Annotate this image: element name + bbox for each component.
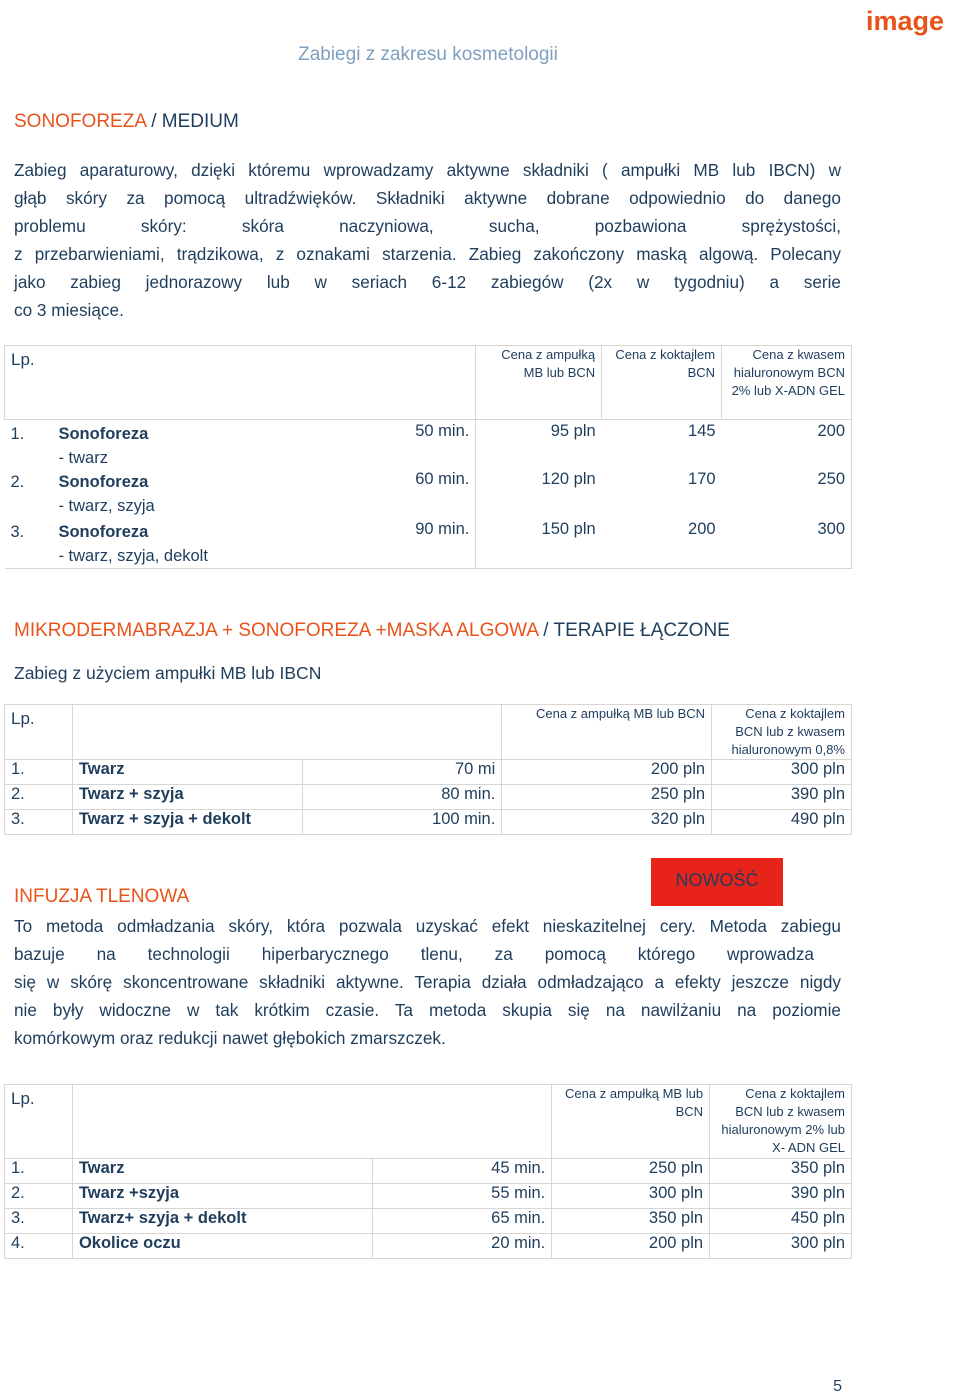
paragraph-line: jako zabieg jednorazowy lub w seriach 6-12 zabiegów (2x w tygodniu) a serie [14,272,841,292]
row-number: 3. [5,810,73,835]
table-row [5,470,852,520]
paragraph-line: z przebarwieniami, trądzikowa, z oznakami starzenia. Zabieg zakończony maską algową. Polecany [14,244,841,264]
duration: 100 min. [302,810,502,835]
duration: 55 min. [372,1184,552,1209]
row-number: 2. [10,473,25,491]
price-koktajl: 145 [688,422,716,440]
price-koktajl: 350 pln [710,1159,852,1184]
paragraph-line: co 3 miesiące. [14,300,124,320]
table-row [5,760,852,785]
price-header-kwas: Cena z kwasem hialuronowym BCN 2% lub X-ADN GEL [722,346,852,420]
table-header-row [5,705,852,760]
section-title-suffix: / TERAPIE ŁĄCZONE [538,620,730,641]
price-kwas: 200 [722,420,852,471]
treatment-name: Twarz+ szyja + dekolt [72,1209,372,1234]
section-title-suffix: / MEDIUM [145,111,239,132]
table-row [5,810,852,835]
duration: 60 min. [372,470,476,520]
lp-header: Lp. [5,1085,73,1159]
treatment-name: Twarz + szyja + dekolt [72,810,302,835]
treatment-name: Twarz [72,1159,372,1184]
duration: 70 mi [302,760,502,785]
duration: 65 min. [372,1209,552,1234]
duration: 45 min. [372,1159,552,1184]
infuzja-price-table [4,1084,852,1259]
svg-text:image: image [866,6,945,36]
infuzja-description [14,912,841,1052]
duration: 50 min. [372,420,476,471]
price-koktajl: 390 pln [710,1184,852,1209]
price-ampulka: 200 pln [552,1234,710,1259]
table-row [5,520,852,569]
table-row [5,785,852,810]
row-number: 1. [5,760,73,785]
treatment-area: - twarz, szyja, dekolt [58,547,208,565]
price-header-ampulka: Cena z ampułką MB lub BCN [552,1085,710,1159]
table-header-row [5,346,852,420]
treatment-name: Twarz +szyja [72,1184,372,1209]
sonoforeza-section-title [14,111,239,133]
table-row [5,1159,852,1184]
price-ampulka: 95 pln [550,422,596,440]
row-number: 2. [5,785,73,810]
treatment-area: - twarz, szyja [58,497,155,515]
table-row [5,1184,852,1209]
price-kwas: 300 [722,520,852,569]
treatment-name: Twarz [72,760,302,785]
paragraph-line: się w skórę skoncentrowane składniki aktywne. Terapia działa odmładzająco a efekty jeszcze nigdy [14,972,841,992]
price-ampulka: 200 pln [502,760,712,785]
paragraph-line: głąb skóry za pomocą ultradźwięków. Składniki aktywne dobrane odpowiednio do danego [14,188,841,208]
treatment-name: Sonoforeza [58,523,149,541]
price-header-koktajl: Cena z koktajlem BCN lub z kwasem hialuronowym 2% lub X- ADN GEL [710,1085,852,1159]
treatment-area: - twarz [58,449,108,467]
price-ampulka: 250 pln [552,1159,710,1184]
duration: 90 min. [372,520,476,569]
paragraph-line: To metoda odmładzania skóry, która pozwala uzyskać efekt nieskazitelnej cery. Metoda zabiegu [14,916,841,936]
duration: 80 min. [302,785,502,810]
sonoforeza-price-table [4,345,852,569]
table-row [5,1209,852,1234]
terapie-laczone-price-table [4,704,852,835]
price-ampulka: 250 pln [502,785,712,810]
new-badge: NOWOŚĆ [651,858,783,906]
table-header-row [5,1085,852,1159]
price-ampulka: 350 pln [552,1209,710,1234]
treatment-name: Sonoforeza [58,473,149,491]
image-logo [864,4,950,40]
section-subtitle: Zabieg z użyciem ampułki MB lub IBCN [14,663,322,683]
price-ampulka: 150 pln [476,520,602,569]
row-number: 3. [5,520,53,569]
price-ampulka: 300 pln [552,1184,710,1209]
lp-header: Lp. [5,346,53,420]
price-ampulka: 120 pln [541,470,596,488]
price-koktajl: 300 pln [712,760,852,785]
row-number: 4. [5,1234,73,1259]
price-koktajl: 490 pln [712,810,852,835]
treatment-name: Okolice oczu [72,1234,372,1259]
price-ampulka: 320 pln [502,810,712,835]
treatment-name: Sonoforeza [58,425,149,443]
price-koktajl: 170 [688,470,716,488]
section-title-accent: SONOFOREZA [14,111,146,132]
paragraph-line: problemu skóry: skóra naczyniowa, sucha, pozbawiona sprężystości, [14,216,841,236]
price-koktajl: 200 [602,520,722,569]
price-koktajl: 450 pln [710,1209,852,1234]
row-number: 2. [5,1184,73,1209]
sonoforeza-description [14,156,841,324]
paragraph-line: bazuje na technologii hiperbarycznego tlenu, za pomocą którego wprowadza [14,944,814,964]
lp-header: Lp. [5,705,73,760]
price-header-koktajl: Cena z koktajlem BCN lub z kwasem hialuronowym 0,8% [712,705,852,760]
section-title-accent: MIKRODERMABRAZJA + SONOFOREZA +MASKA ALGOWA [14,620,539,641]
paragraph-line: komórkowym oraz redukcji nawet głębokich zmarszczek. [14,1028,446,1048]
page-number: 5 [833,1378,842,1395]
infuzja-tlenowa-title: INFUZJA TLENOWA [14,886,190,907]
table-row [5,420,852,471]
treatment-name: Twarz + szyja [72,785,302,810]
price-header-ampulka: Cena z ampułką MB lub BCN [502,705,712,760]
table-row [5,1234,852,1259]
row-number: 1. [5,1159,73,1184]
paragraph-line: Zabieg aparaturowy, dzięki któremu wprowadzamy aktywne składniki ( ampułki MB lub IBCN) w [14,160,841,180]
duration: 20 min. [372,1234,552,1259]
row-number: 3. [5,1209,73,1234]
price-kwas: 250 [722,470,852,520]
row-number: 1. [10,425,25,443]
price-koktajl: 390 pln [712,785,852,810]
paragraph-line: nie były widoczne w tak krótkim czasie. Ta metoda skupia się na nawilżaniu na poziomie [14,1000,841,1020]
terapie-laczone-section-title [14,620,730,642]
price-header-koktajl: Cena z koktajlem BCN [602,346,722,420]
price-header-ampulka: Cena z ampułką MB lub BCN [476,346,602,420]
price-koktajl: 300 pln [710,1234,852,1259]
page-header-title: Zabiegi z zakresu kosmetologii [298,44,558,65]
